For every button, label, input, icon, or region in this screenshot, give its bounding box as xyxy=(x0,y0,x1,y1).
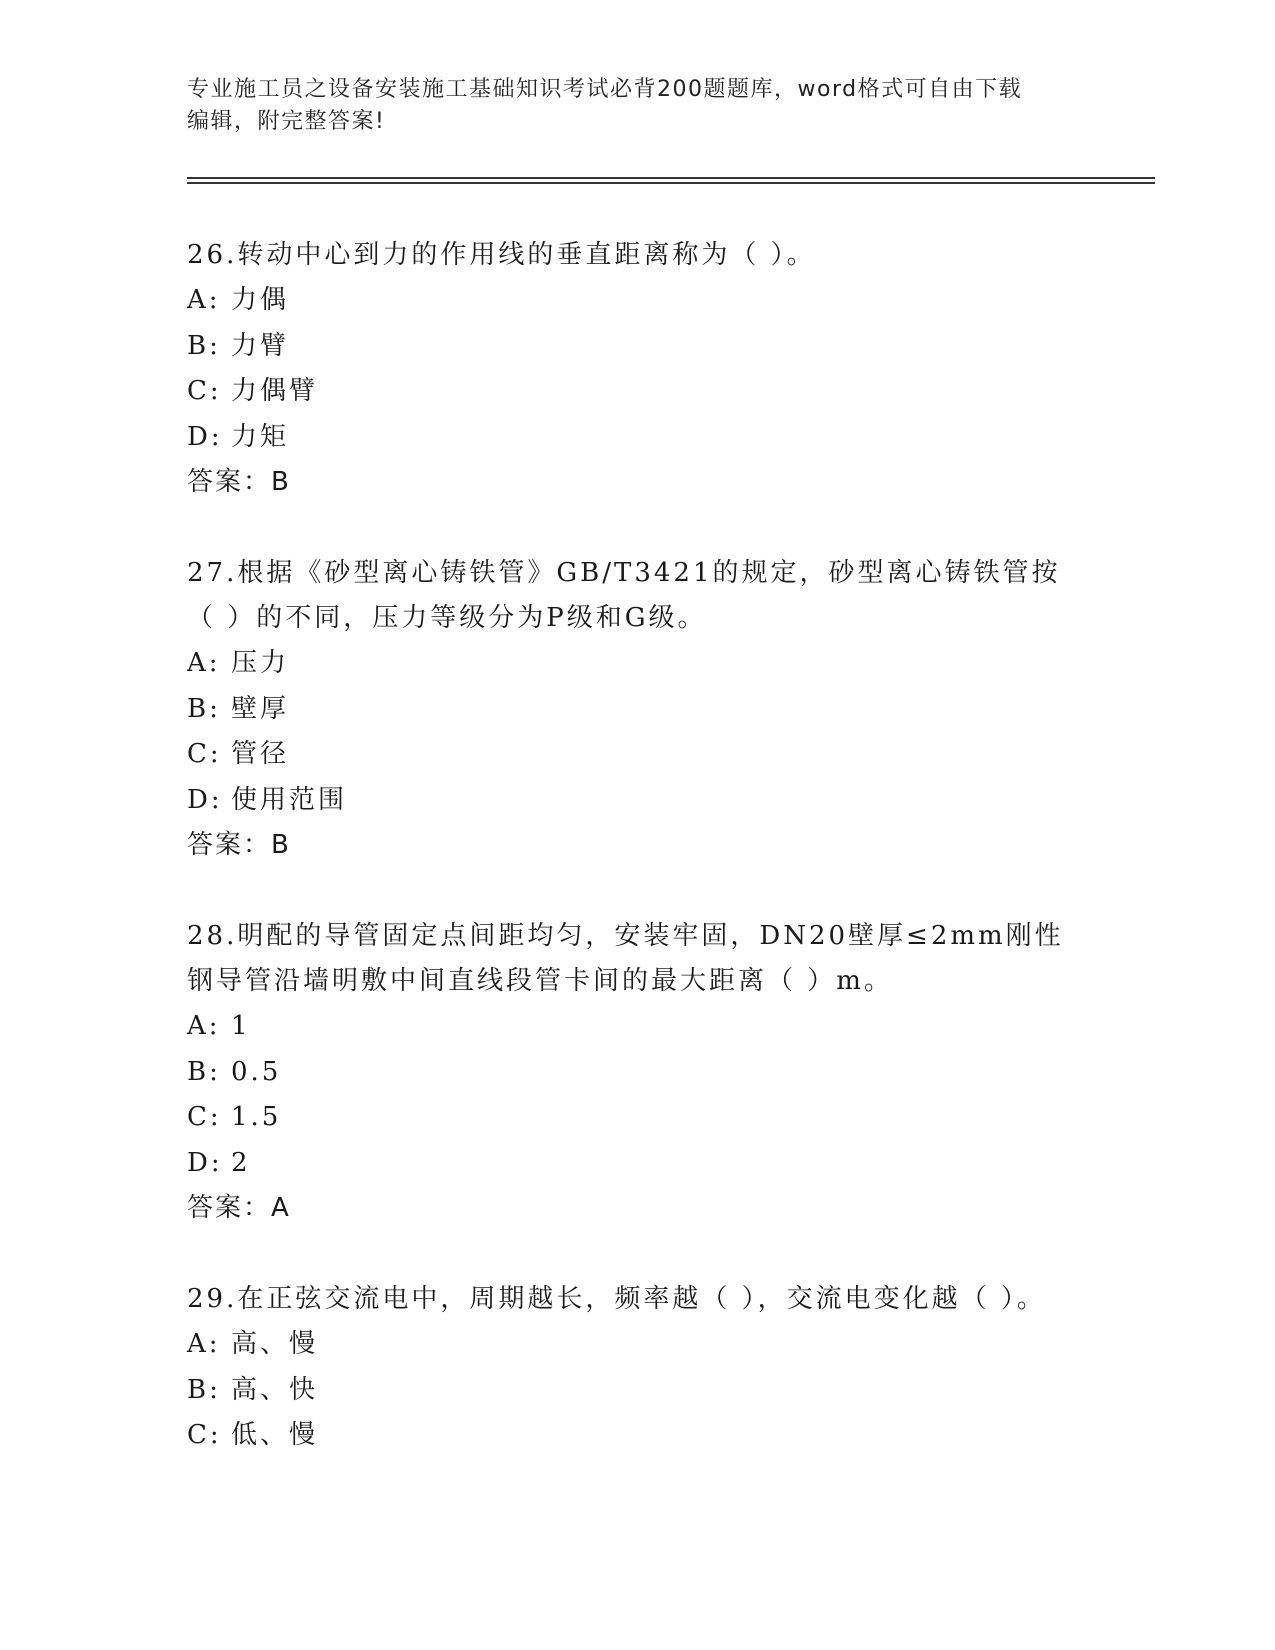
option-letter: A: xyxy=(187,285,221,315)
option-a xyxy=(187,641,1087,687)
option-b xyxy=(187,1050,1087,1096)
option-d xyxy=(187,415,1087,461)
option-text: 使用范围 xyxy=(231,784,348,815)
option-c xyxy=(187,369,1087,415)
option-letter: D: xyxy=(187,421,223,452)
header-title-line-2: 编辑，附完整答案! xyxy=(187,109,386,134)
option-a xyxy=(187,1004,1087,1050)
option-text: 力臂 xyxy=(231,330,290,361)
document-header xyxy=(187,74,1067,138)
option-c xyxy=(187,732,1087,778)
option-letter: A: xyxy=(187,648,221,678)
question-27 xyxy=(187,551,1087,868)
option-letter: A: xyxy=(187,1011,221,1041)
option-text: 1 xyxy=(231,1011,251,1041)
option-letter: C: xyxy=(187,1102,222,1132)
option-text: 2 xyxy=(231,1147,251,1178)
option-text: 壁厚 xyxy=(231,693,290,724)
question-stem: 28.明配的导管固定点间距均匀，安装牢固，DN20壁厚≤2mm刚性钢导管沿墙明敷中间直线段管卡间的最大距离（ ）m。 xyxy=(187,921,1064,996)
question-stem: 26.转动中心到力的作用线的垂直距离称为（ ）。 xyxy=(187,240,816,270)
option-a xyxy=(187,1322,1087,1368)
option-text: 0.5 xyxy=(231,1056,282,1087)
header-divider-bottom xyxy=(187,182,1155,184)
option-b xyxy=(187,324,1087,370)
option-letter: D: xyxy=(187,784,223,815)
option-letter: A: xyxy=(187,1329,221,1359)
option-text: 低、慢 xyxy=(231,1420,319,1450)
option-text: 管径 xyxy=(231,739,290,769)
option-text: 力矩 xyxy=(231,421,290,452)
question-28 xyxy=(187,914,1087,1231)
question-26 xyxy=(187,233,1087,505)
option-letter: B: xyxy=(187,1056,221,1087)
option-a xyxy=(187,278,1087,324)
option-text: 压力 xyxy=(231,648,290,678)
answer-line: 答案：B xyxy=(187,830,291,860)
option-letter: D: xyxy=(187,1147,223,1178)
option-text: 高、慢 xyxy=(231,1329,319,1359)
option-d xyxy=(187,778,1087,824)
option-text: 1.5 xyxy=(231,1102,282,1132)
header-title-line-1: 专业施工员之设备安装施工基础知识考试必背200题题库，word格式可自由下载 xyxy=(187,77,1023,102)
option-text: 力偶 xyxy=(231,285,290,315)
option-letter: B: xyxy=(187,1374,221,1405)
option-letter: C: xyxy=(187,739,222,769)
option-letter: C: xyxy=(187,376,222,406)
option-c xyxy=(187,1095,1087,1141)
question-stem: 27.根据《砂型离心铸铁管》GB/T3421的规定，砂型离心铸铁管按（ ）的不同，压力等级分为P级和G级。 xyxy=(187,558,1061,633)
option-b xyxy=(187,687,1087,733)
option-text: 力偶臂 xyxy=(231,376,319,406)
question-list xyxy=(187,233,1087,1505)
option-b xyxy=(187,1368,1087,1414)
option-letter: C: xyxy=(187,1420,222,1450)
question-29 xyxy=(187,1277,1087,1459)
header-divider-top xyxy=(187,177,1155,179)
option-letter: B: xyxy=(187,330,221,361)
option-d xyxy=(187,1141,1087,1187)
option-c xyxy=(187,1413,1087,1459)
option-text: 高、快 xyxy=(231,1374,319,1405)
answer-line: 答案：B xyxy=(187,467,291,497)
answer-line: 答案：A xyxy=(187,1193,291,1223)
question-stem: 29.在正弦交流电中，周期越长，频率越（ ），交流电变化越（ ）。 xyxy=(187,1284,1046,1314)
option-letter: B: xyxy=(187,693,221,724)
